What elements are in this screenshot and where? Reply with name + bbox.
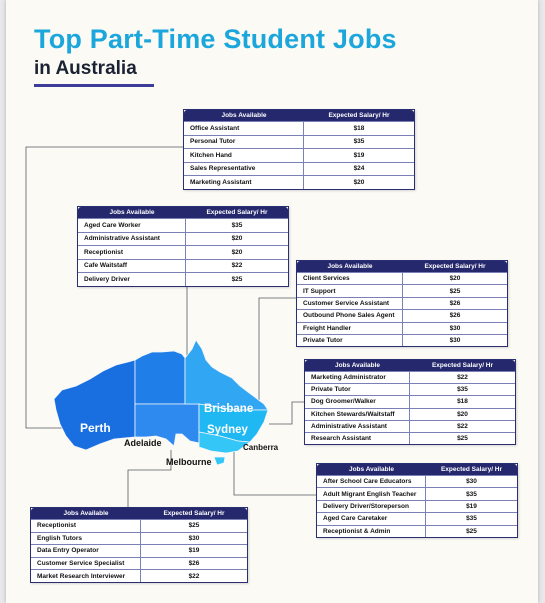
header-expected-salary: Expected Salary/ Hr (431, 362, 494, 369)
job-title-cell: Delivery Driver (78, 273, 186, 286)
table-header (305, 360, 515, 371)
salary-cell: $20 (231, 248, 243, 256)
job-title-cell: Receptionist (78, 246, 186, 259)
job-title-cell: Customer Service Assistant (297, 298, 403, 309)
table-row (305, 371, 515, 383)
salary-cell: $25 (466, 527, 477, 535)
table-row (305, 383, 515, 395)
job-title-cell: Delivery Driver/Storeperson (317, 501, 426, 512)
salary-cell: $19 (466, 502, 477, 510)
header-jobs-available: Jobs Available (109, 209, 155, 216)
region-queensland (185, 340, 268, 410)
job-title-cell: Customer Service Specialist (31, 558, 141, 570)
salary-cell: $19 (188, 547, 200, 555)
table-row (31, 519, 247, 532)
salary-cell: $19 (353, 151, 365, 159)
page-title: Top Part-Time Student Jobs (34, 24, 397, 54)
job-title-cell: Adult Migrant English Teacher (317, 488, 426, 499)
table-row (31, 544, 247, 557)
jobs-table-right-mid (304, 359, 516, 445)
table-row (31, 532, 247, 545)
job-title-cell: Cafe Waitstaff (78, 260, 186, 273)
connector-bottom-left-table (128, 450, 171, 507)
salary-cell: $26 (188, 560, 200, 568)
salary-cell: $20 (353, 178, 365, 186)
salary-cell: $35 (457, 386, 468, 394)
salary-cell: $22 (231, 262, 243, 270)
table-row (305, 395, 515, 407)
table-row (305, 420, 515, 432)
table-header (31, 508, 247, 519)
table-row (184, 162, 414, 176)
table-row (317, 525, 517, 537)
job-title-cell: IT Support (297, 285, 403, 296)
table-header (184, 110, 414, 121)
job-title-cell: Private Tutor (305, 384, 410, 395)
job-title-cell: Marketing Administrator (305, 372, 410, 383)
city-label-sydney: Sydney (207, 424, 248, 436)
table-row (297, 272, 507, 284)
table-row (78, 245, 288, 259)
salary-cell: $20 (449, 275, 461, 283)
job-title-cell: Marketing Assistant (184, 176, 304, 189)
table-row (184, 121, 414, 135)
header-jobs-available: Jobs Available (334, 362, 381, 369)
salary-cell: $30 (188, 534, 200, 542)
table-row (297, 297, 507, 309)
connector-right-upper-table (259, 298, 296, 410)
salary-cell: $22 (188, 572, 200, 580)
salary-cell: $25 (188, 522, 200, 530)
job-title-cell: Receptionist & Admin (317, 526, 426, 537)
job-title-cell: Aged Care Worker (78, 219, 186, 232)
city-label-canberra: Canberra (243, 443, 279, 452)
salary-cell: $25 (231, 275, 243, 283)
table-row (305, 432, 515, 444)
job-title-cell: Market Research Interviewer (31, 570, 141, 582)
header-expected-salary: Expected Salary/ Hr (440, 466, 503, 473)
table-row (78, 259, 288, 273)
header-jobs-available: Jobs Available (327, 263, 373, 270)
region-northern-territory (135, 351, 185, 404)
region-tasmania (214, 457, 225, 465)
table-row (184, 148, 414, 162)
table-row (297, 334, 507, 346)
jobs-table-right-lower (316, 463, 518, 538)
jobs-table-right-upper (296, 260, 508, 347)
table-row (78, 232, 288, 246)
header-expected-salary: Expected Salary/ Hr (163, 510, 225, 517)
header-jobs-available: Jobs Available (348, 466, 395, 473)
header-expected-salary: Expected Salary/ Hr (424, 263, 486, 270)
table-row (78, 272, 288, 286)
city-label-melbourne: Melbourne (166, 457, 212, 467)
salary-cell: $30 (449, 324, 461, 332)
jobs-table-bottom-left (30, 507, 248, 583)
salary-cell: $18 (457, 398, 468, 406)
job-title-cell: Dog Groomer/Walker (305, 396, 410, 407)
job-title-cell: Administrative Assistant (78, 233, 186, 246)
table-header (78, 207, 288, 218)
city-label-adelaide: Adelaide (124, 438, 162, 448)
salary-cell: $30 (466, 478, 477, 486)
table-row (317, 475, 517, 487)
table-header (297, 261, 507, 272)
table-header (317, 464, 517, 475)
jobs-table-left-mid (77, 206, 289, 287)
job-title-cell: Research Assistant (305, 433, 410, 444)
header-jobs-available: Jobs Available (221, 112, 267, 119)
connector-right-mid-table (269, 402, 304, 424)
salary-cell: $20 (457, 410, 468, 418)
table-row (305, 408, 515, 420)
connector-lines (26, 147, 316, 507)
salary-cell: $35 (466, 515, 477, 523)
infographic-page (6, 0, 538, 603)
table-row (78, 218, 288, 232)
job-title-cell: Sales Representative (184, 163, 304, 176)
salary-cell: $18 (353, 124, 365, 132)
salary-cell: $26 (449, 299, 461, 307)
table-row (31, 557, 247, 570)
job-title-cell: English Tutors (31, 533, 141, 545)
table-row (297, 284, 507, 296)
salary-cell: $30 (449, 337, 461, 345)
region-western-australia (54, 360, 135, 450)
table-row (297, 322, 507, 334)
city-label-perth: Perth (80, 421, 111, 435)
header-expected-salary: Expected Salary/ Hr (328, 112, 390, 119)
table-row (184, 175, 414, 189)
salary-cell: $35 (353, 138, 365, 146)
salary-cell: $35 (231, 221, 243, 229)
job-title-cell: Kitchen Hand (184, 149, 304, 162)
table-row (297, 309, 507, 321)
header-jobs-available: Jobs Available (63, 510, 109, 517)
table-row (31, 569, 247, 582)
salary-cell: $25 (457, 435, 468, 443)
job-title-cell: Outbound Phone Sales Agent (297, 310, 403, 321)
job-title-cell: Kitchen Stewards/Waitstaff (305, 409, 410, 420)
job-title-cell: Aged Care Caretaker (317, 513, 426, 524)
city-label-brisbane: Brisbane (204, 403, 254, 415)
salary-cell: $26 (449, 312, 461, 320)
salary-cell: $20 (231, 235, 243, 243)
table-row (184, 135, 414, 149)
jobs-table-top (183, 109, 415, 190)
job-title-cell: Data Entry Operator (31, 545, 141, 557)
salary-cell: $22 (457, 422, 468, 430)
salary-cell: $35 (466, 490, 477, 498)
salary-cell: $22 (457, 374, 468, 382)
job-title-cell: After School Care Educators (317, 476, 426, 487)
job-title-cell: Administrative Assistant (305, 421, 410, 432)
job-title-cell: Freight Handler (297, 323, 403, 334)
job-title-cell: Client Services (297, 273, 403, 284)
salary-cell: $25 (449, 287, 461, 295)
job-title-cell: Private Tutor (297, 335, 403, 346)
job-title-cell: Office Assistant (184, 122, 304, 135)
header-expected-salary: Expected Salary/ Hr (206, 209, 268, 216)
job-title-cell: Personal Tutor (184, 136, 304, 149)
table-row (317, 512, 517, 524)
job-title-cell: Receptionist (31, 520, 141, 532)
table-row (317, 500, 517, 512)
page-subtitle: in Australia (34, 58, 137, 79)
table-row (317, 487, 517, 499)
salary-cell: $24 (353, 165, 365, 173)
